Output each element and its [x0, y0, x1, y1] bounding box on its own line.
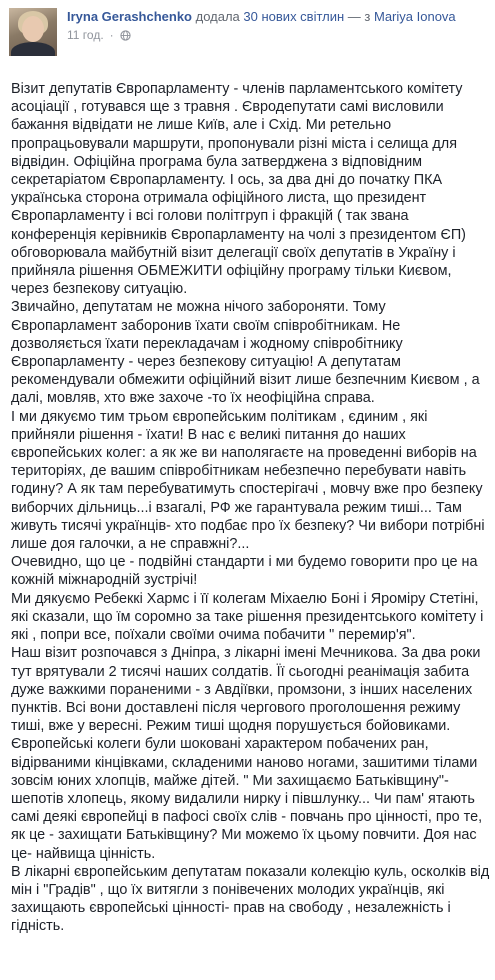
post-paragraph: Візит депутатів Європарламенту - членів парламентського комітету асоціації , готувався ще з травня . Євродепутати самі висловили бажання відвідати не лише Київ, але і Схід. Ми ретельно пропрацьовували маршрути, пропонували різні міста і селища для відвідин. Офіційна програма була затверджена з відповідним секретаріатом Європарламенту. І ось, за два дні до початку ПКА українська сторона отримала офіційного листа, що президент Європарламенту і всі голови політгруп і фракцій ( так звана конференція керівників Європарламенту на чолі з президентом ЄП) обговорювала майбутній візит делегації своїх депутатів в Україну і прийняла рішення ОБМЕЖИТИ офіційну програму тільки Києвом, через безпекову ситуацію.	[11, 81, 466, 298]
avatar-shoulders	[11, 42, 55, 56]
post-paragraph: В лікарні європейським депутатам показали колекцію куль, осколків від мін і "Градів" , що їх витягли з понівечених молодих українців, які захищають європейські цінності- прав на свободу , незалежність і гідність.	[11, 863, 490, 935]
author-name-link[interactable]: Iryna Gerashchenko	[67, 9, 192, 24]
post-body	[11, 80, 491, 936]
tagged-person-link[interactable]: Mariya Ionova	[374, 9, 456, 24]
post-paragraph: Очевидно, що це - подвійні стандарти і ми будемо говорити про це на кожній міжнародній зустрічі!	[11, 554, 478, 589]
post-meta	[67, 8, 487, 44]
post-paragraph: І ми дякуємо тим трьом європейським політикам , єдиним , які прийняли рішення - їхати! В нас є великі питання до наших європейських колег: а як же ви наполягаєте на проведенні виборів на територіях, де вашим співробітникам небезпечно перебувати навіть годину? А як там перебуватимуть спостерігачі , мовчу вже про безпеку виборчих дільниць...і взагалі, РФ же гарантувала режим тиші... Там живуть тисячі українців- хто подбає про їх безпеку? Чи вибори потрібні лише доя галочки, а не справжні?...	[11, 408, 485, 553]
post-timestamp-row	[67, 27, 487, 44]
action-with: — з	[347, 9, 371, 24]
photos-link[interactable]: 30 нових світлин	[243, 9, 345, 24]
post-header	[9, 4, 489, 66]
post-paragraph: Ми дякуємо Ребеккі Хармс і її колегам Міхаелю Боні і Яроміру Стетіні, які сказали, що їм соромно за таке рішення президентського комітету і які , попри все, поїхали своїми очима побачити " перемир'я".	[11, 590, 484, 644]
author-avatar[interactable]	[9, 8, 57, 56]
post-paragraph: Звичайно, депутатам не можна нічого забороняти. Тому Європарламент заборонив їхати своїм співробітникам. Не дозволяється їхати перекладачам і жодному співробітнику Європарламенту - через безпекову ситуацію! А депутатам рекомендували обмежити офіційний візит лише безпечним Києвом , а далі, мовляв, хто вже захоче -то їх неофіційна справа.	[11, 299, 480, 407]
globe-icon[interactable]	[120, 30, 131, 41]
post-paragraph: Наш візит розпочався з Дніпра, з лікарні імені Мечникова. За два роки тут врятували 2 тисячі наших солдатів. Її сьогодні реанімація забита дуже важкими пораненими - з Авдіївки, промзони, з інших населених пунктів. Всі вони доставлені після чергового проголошення режиму тиші, вже у вересні. Режим тиші щодня порушується бойовиками. Європейські колеги були шоковані характером побачених ран, відірваними кінцівками, складеними наново ногами, зашитими тілами зовсім юних хлопців, майже дітей. " Ми захищаємо Батьківщину"- шепотів хлопець, якому видалили нирку і півшлунку... Чи пам' ятають самі деякі європейці в пафосі своїх слів - повчань про цінності, про те, як це - захищати Батьківщину? Ми можемо їх цьому повчити. Доя нас це- найвища цінність.	[11, 645, 483, 862]
avatar-face	[22, 16, 44, 42]
action-prefix: додала	[195, 9, 240, 24]
post-timestamp[interactable]: 11 год.	[67, 28, 104, 42]
timestamp-separator: ·	[109, 28, 114, 42]
